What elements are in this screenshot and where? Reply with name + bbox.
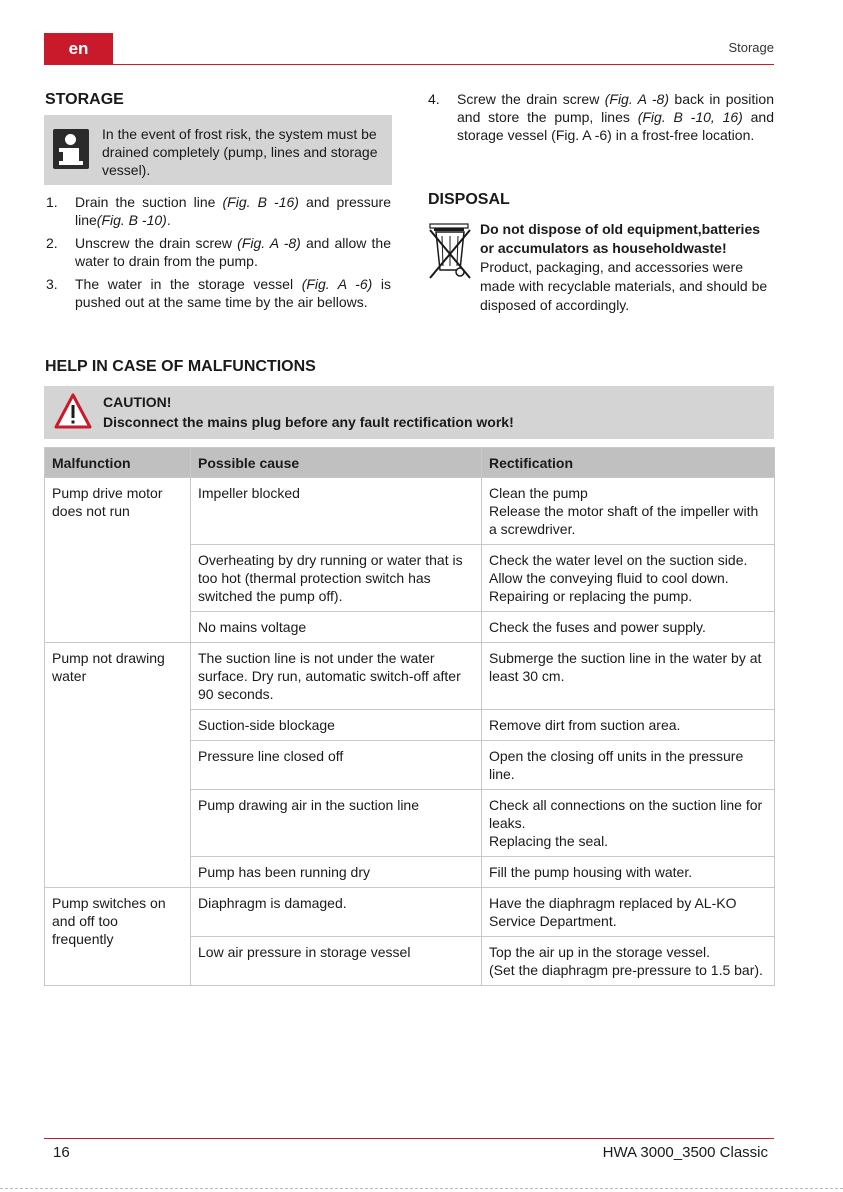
cause-cell: Pressure line closed off <box>191 741 482 790</box>
column-header: Rectification <box>482 448 775 478</box>
disposal-heading: DISPOSAL <box>428 191 510 208</box>
info-text: In the event of frost risk, the system must be drained completely (pump, lines and storage vessel). <box>102 126 378 178</box>
caution-title: CAUTION! <box>103 394 172 410</box>
rectification-cell: Check all connections on the suction line for leaks. Replacing the seal. <box>482 790 775 857</box>
caution-text <box>103 392 514 432</box>
cause-cell: Suction-side blockage <box>191 710 482 741</box>
rectification-cell: Top the air up in the storage vessel. (Set the diaphragm pre-pressure to 1.5 bar). <box>482 937 775 986</box>
caution-box <box>44 386 774 439</box>
table-header-row <box>45 448 775 478</box>
column-header: Possible cause <box>191 448 482 478</box>
step-item: 4. Screw the drain screw (Fig. A -8) back in position and store the pump, lines (Fig. B -10, 16) and storage vessel (Fig. A -6) in a frost-free location. <box>428 91 774 143</box>
warning-triangle-icon <box>54 393 92 429</box>
column-header: Malfunction <box>45 448 191 478</box>
table-row <box>45 643 775 710</box>
cause-cell: Overheating by dry running or water that is too hot (thermal protection switch has switched the pump off). <box>191 545 482 612</box>
section-label: Storage <box>728 40 774 55</box>
storage-steps-right <box>428 90 774 149</box>
cause-cell: Impeller blocked <box>191 478 482 545</box>
language-tab: en <box>44 33 113 65</box>
malfunction-table <box>44 447 775 986</box>
table-row <box>45 888 775 937</box>
rectification-cell: Fill the pump housing with water. <box>482 857 775 888</box>
rectification-cell: Check the water level on the suction side. Allow the conveying fluid to cool down. Repairing or replacing the pump. <box>482 545 775 612</box>
caution-message: Disconnect the mains plug before any fault rectification work! <box>103 414 514 430</box>
cause-cell: The suction line is not under the water surface. Dry run, automatic switch-off after 90 seconds. <box>191 643 482 710</box>
cause-cell: Low air pressure in storage vessel <box>191 937 482 986</box>
rectification-cell: Check the fuses and power supply. <box>482 612 775 643</box>
malfunction-cell: Pump drive motor does not run <box>45 478 191 643</box>
malfunction-cell: Pump not drawing water <box>45 643 191 888</box>
crossed-bin-icon <box>428 220 472 284</box>
rectification-cell: Clean the pump Release the motor shaft of the impeller with a screwdriver. <box>482 478 775 545</box>
step-item: 2. Unscrew the drain screw (Fig. A -8) and allow the water to drain from the pump. <box>46 235 391 269</box>
cause-cell: No mains voltage <box>191 612 482 643</box>
cause-cell: Pump drawing air in the suction line <box>191 790 482 857</box>
footer-rule <box>44 1138 774 1139</box>
rectification-cell: Have the diaphragm replaced by AL-KO Service Department. <box>482 888 775 937</box>
rectification-cell: Remove dirt from suction area. <box>482 710 775 741</box>
rectification-cell: Open the closing off units in the pressure line. <box>482 741 775 790</box>
table-body <box>45 478 775 986</box>
rectification-cell: Submerge the suction line in the water by at least 30 cm. <box>482 643 775 710</box>
header-rule <box>44 64 774 65</box>
page-number: 16 <box>53 1144 70 1161</box>
cause-cell: Diaphragm is damaged. <box>191 888 482 937</box>
cause-cell: Pump has been running dry <box>191 857 482 888</box>
page-edge-line <box>0 1188 843 1189</box>
product-name: HWA 3000_3500 Classic <box>602 1144 768 1161</box>
table-row <box>45 478 775 545</box>
malfunction-cell: Pump switches on and off too frequently <box>45 888 191 986</box>
step-item: 1. Drain the suction line (Fig. B -16) and pressure line(Fig. B -10). <box>46 194 391 228</box>
disposal-warning: Do not dispose of old equipment,batteries or accumulators as householdwaste! <box>480 221 761 256</box>
storage-steps-left <box>46 193 391 316</box>
storage-heading: STORAGE <box>45 91 124 108</box>
info-box <box>44 115 392 185</box>
info-icon <box>53 129 89 169</box>
malfunctions-heading: HELP IN CASE OF MALFUNCTIONS <box>45 358 316 375</box>
disposal-text <box>480 220 776 315</box>
step-item: 3. The water in the storage vessel (Fig. A -6) is pushed out at the same time by the air bellows. <box>46 276 392 310</box>
disposal-description: Product, packaging, and accessories were made with recyclable materials, and should be disposed of accordingly. <box>480 259 768 313</box>
